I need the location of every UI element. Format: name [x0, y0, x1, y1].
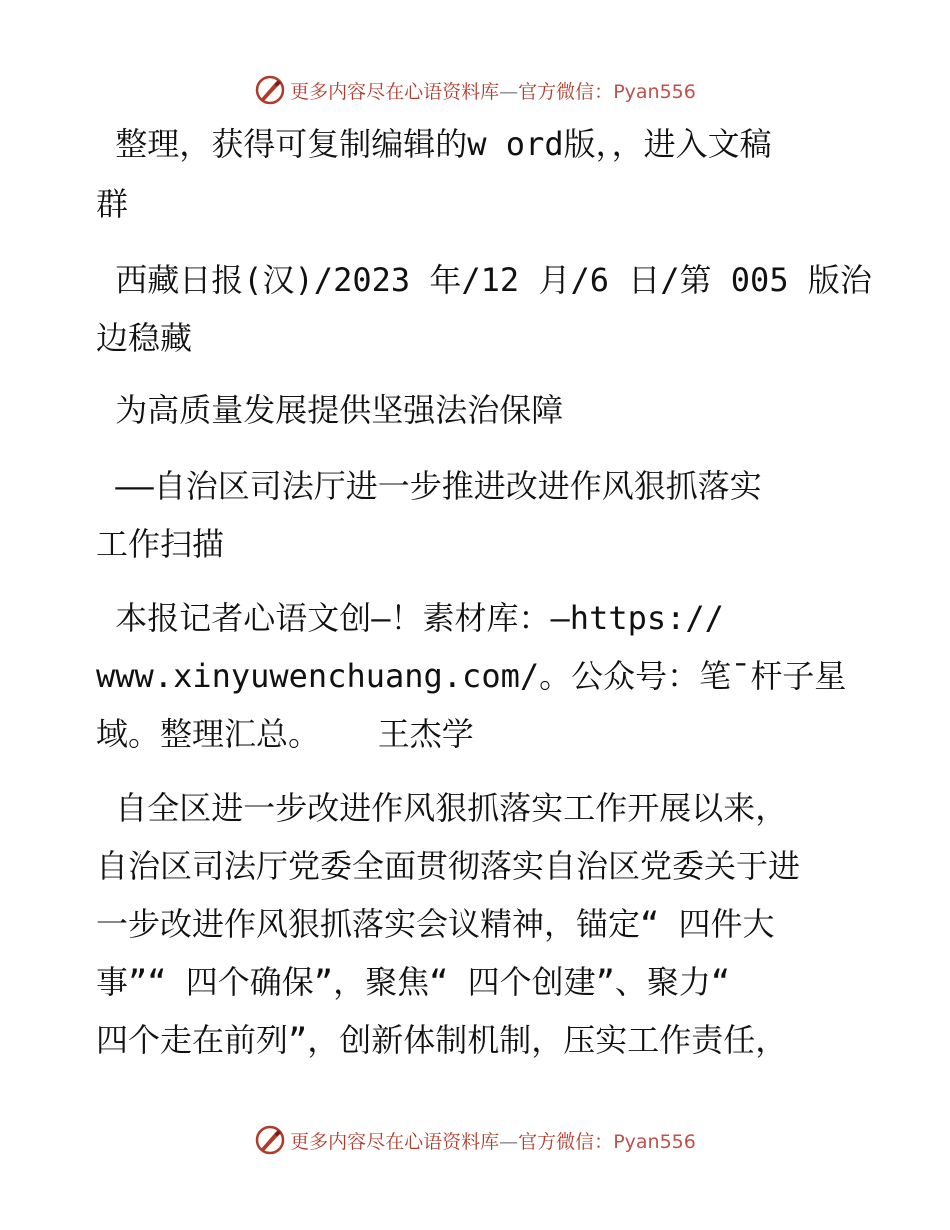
watermark-text	[290, 1127, 696, 1154]
watermark-account: Pyan556	[613, 1130, 696, 1153]
watermark-dash: —	[499, 1130, 519, 1153]
watermark-text	[290, 77, 696, 104]
text-line: 为高质量发展提供坚强法治保障	[96, 391, 564, 429]
watermark-dash: —	[499, 80, 519, 103]
text-line: 域。整理汇总。 王杰学	[96, 715, 474, 753]
watermark-official: 官方微信：	[518, 1130, 614, 1153]
text-line: 本报记者心语文创—！素材库：—https://	[96, 599, 724, 637]
text-line: 自治区司法厅党委全面贯彻落实自治区党委关于进	[96, 847, 801, 885]
text-line: 四个走在前列”，创新体制机制，压实工作责任，	[96, 1021, 788, 1059]
watermark-official: 官方微信：	[518, 80, 614, 103]
text-line: 西藏日报(汉)/2023 年/12 月/6 日/第 005 版治	[96, 261, 872, 299]
pen-logo-icon	[254, 1124, 286, 1156]
watermark-account: Pyan556	[613, 80, 696, 103]
text-line: 工作扫描	[96, 525, 225, 563]
text-line: 一步改进作风狠抓落实会议精神，锚定“ 四件大	[96, 905, 775, 943]
watermark-site: 更多内容尽在心语资料库	[290, 1130, 500, 1153]
pen-logo-icon	[254, 74, 286, 106]
watermark-banner-top	[0, 70, 950, 110]
text-line: 边稳藏	[96, 319, 193, 357]
watermark-banner-bottom	[0, 1120, 950, 1160]
watermark-site: 更多内容尽在心语资料库	[290, 80, 500, 103]
text-line: 自全区进一步改进作风狠抓落实工作开展以来，	[96, 789, 788, 827]
text-line: 整理，获得可复制编辑的w ord版，，进入文稿	[96, 125, 772, 163]
text-line: 群	[96, 185, 129, 223]
text-line: www.xinyuwenchuang.com/。公众号：笔¯杆子星	[96, 657, 847, 695]
text-line: 事”“ 四个确保”，聚焦“ 四个创建”、聚力“	[96, 963, 731, 1001]
text-line: ——自治区司法厅进一步推进改进作风狠抓落实	[96, 467, 762, 505]
